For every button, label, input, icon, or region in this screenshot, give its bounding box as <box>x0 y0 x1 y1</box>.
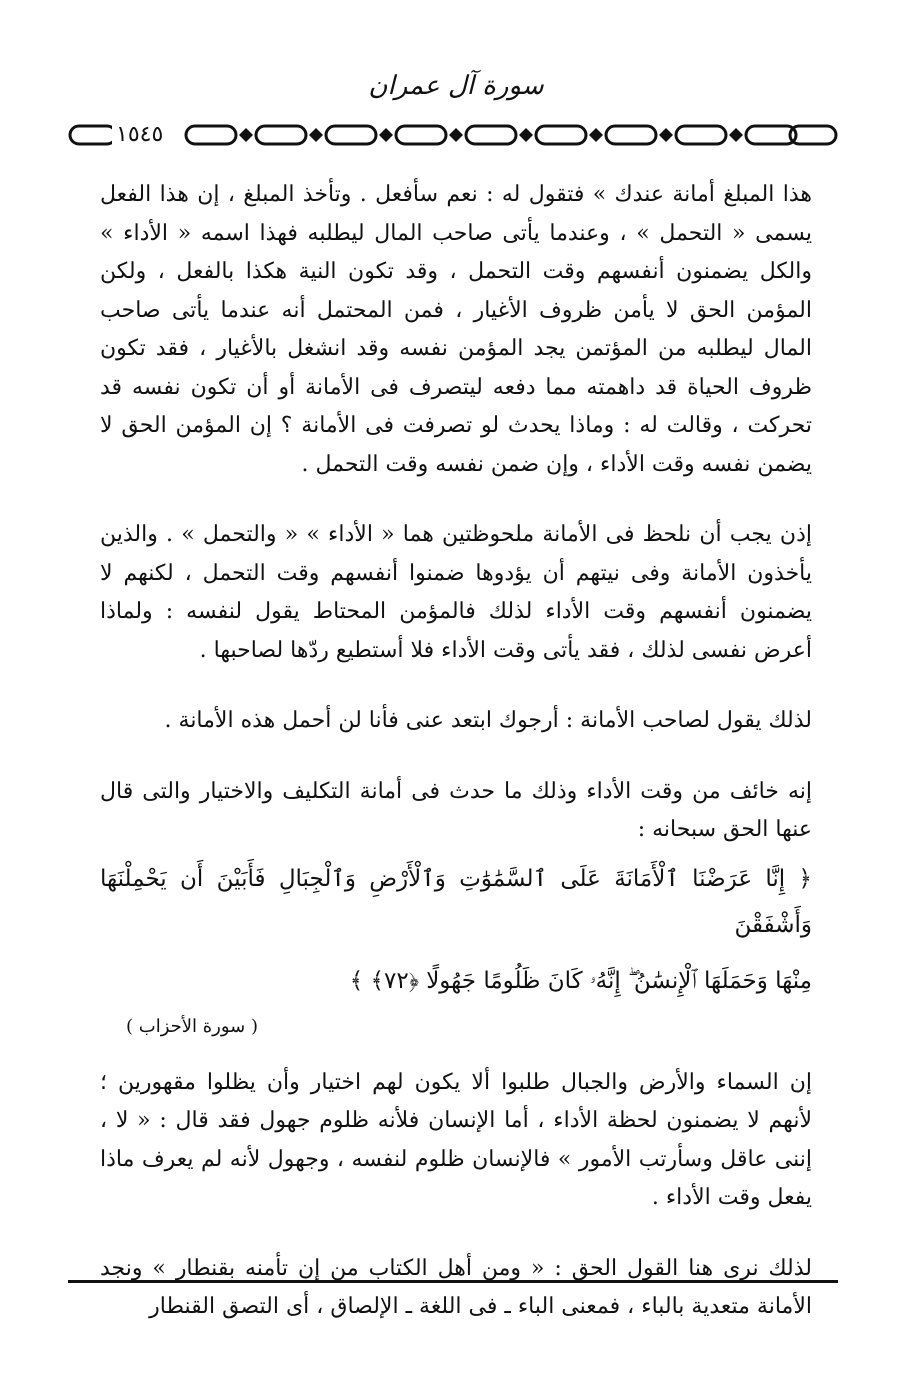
footer-divider <box>68 1280 838 1283</box>
paragraph-3: لذلك يقول لصاحب الأمانة : أرجوك ابتعد عنى فأنا لن أحمل هذه الأمانة . <box>164 708 812 733</box>
surah-title: سورة آل عمران <box>368 71 544 101</box>
page-body <box>100 176 812 1359</box>
quran-verse <box>100 856 812 1042</box>
paragraph-4: إنه خائف من وقت الأداء وذلك ما حدث فى أمانة التكليف والاختيار والتى قال عنها الحق سبحانه : <box>100 778 812 842</box>
verse-line-1: ﴿ إِنَّا عَرَضْنَا ٱلْأَمَانَةَ عَلَى ٱلسَّمَٰوَٰتِ وَٱلْأَرْضِ وَٱلْجِبَالِ فَأَبَيْنَ أَن يَحْمِلْنَهَا وَأَشْفَقْنَ <box>100 865 812 938</box>
verse-line-2: مِنْهَا وَحَمَلَهَا ٱلْإِنسَٰنُ ۖ إِنَّهُۥ كَانَ ظَلُومًا جَهُولًا ﴿٧٢﴾ ﴾ <box>349 967 812 994</box>
verse-reference: ( سورة الأحزاب ) <box>126 1015 258 1037</box>
paragraph-1: هذا المبلغ أمانة عندك » فتقول له : نعم سأفعل . وتأخذ المبلغ ، إن هذا الفعل يسمى « التحمل » ، وعندما يأتى صاحب المال ليطلبه فهذا اسمه « الأداء » والكل يضمنون أنفسهم وقت التحمل ، وقد تكون النية هكذا بالفعل ، ولكن المؤمن الحق لا يأمن ظروف الأغيار ، فمن المحتمل أنه عندما يأتى صاحب المال ليطلبه من المؤتمن يجد المؤمن نفسه وقد انشغل بالأغيار ، فقد تكون ظروف الحياة قد داهمته مما دفعه ليتصرف فى الأمانة أو أن تكون نفسه قد تحركت ، وقالت له : وماذا يحدث لو تصرفت فى الأمانة ؟ إن المؤمن الحق لا يضمن نفسه وقت الأداء ، وإن ضمن نفسه وقت التحمل . <box>100 182 812 477</box>
paragraph-6: لذلك نرى هنا القول الحق : « ومن أهل الكتاب من إن تأمنه بقنطار » ونجد الأمانة متعدية بالباء ، فمعنى الباء ـ فى اللغة ـ الإلصاق ، أى التصق القنطار <box>100 1255 812 1319</box>
header-ornament-border <box>68 118 838 152</box>
paragraph-2: إذن يجب أن نلحظ فى الأمانة ملحوظتين هما « الأداء » « والتحمل » . والذين يأخذون الأمانة وفى نيتهم أن يؤدوها ضمنوا أنفسهم وقت التحمل ، لكنهم لا يضمنون أنفسهم وقت الأداء لذلك فالمؤمن المحتاط يقول لنفسه : ولماذا أعرض نفسى لذلك ، فقد يأتى وقت الأداء فلا أستطيع ردّها لصاحبها . <box>100 522 812 663</box>
paragraph-5: إن السماء والأرض والجبال طلبوا ألا يكون لهم اختيار وأن يظلوا مقهورين ؛ لأنهم لا يضمنون لحظة الأداء ، أما الإنسان فلأنه ظلوم جهول فقد قال : « لا ، إننى عاقل وسأرتب الأمور » فالإنسان ظلوم لنفسه ، وجهول لأنه لم يعرف ماذا يفعل وقت الأداء . <box>100 1069 812 1210</box>
page-number: ١٥٤٥ <box>112 118 167 152</box>
